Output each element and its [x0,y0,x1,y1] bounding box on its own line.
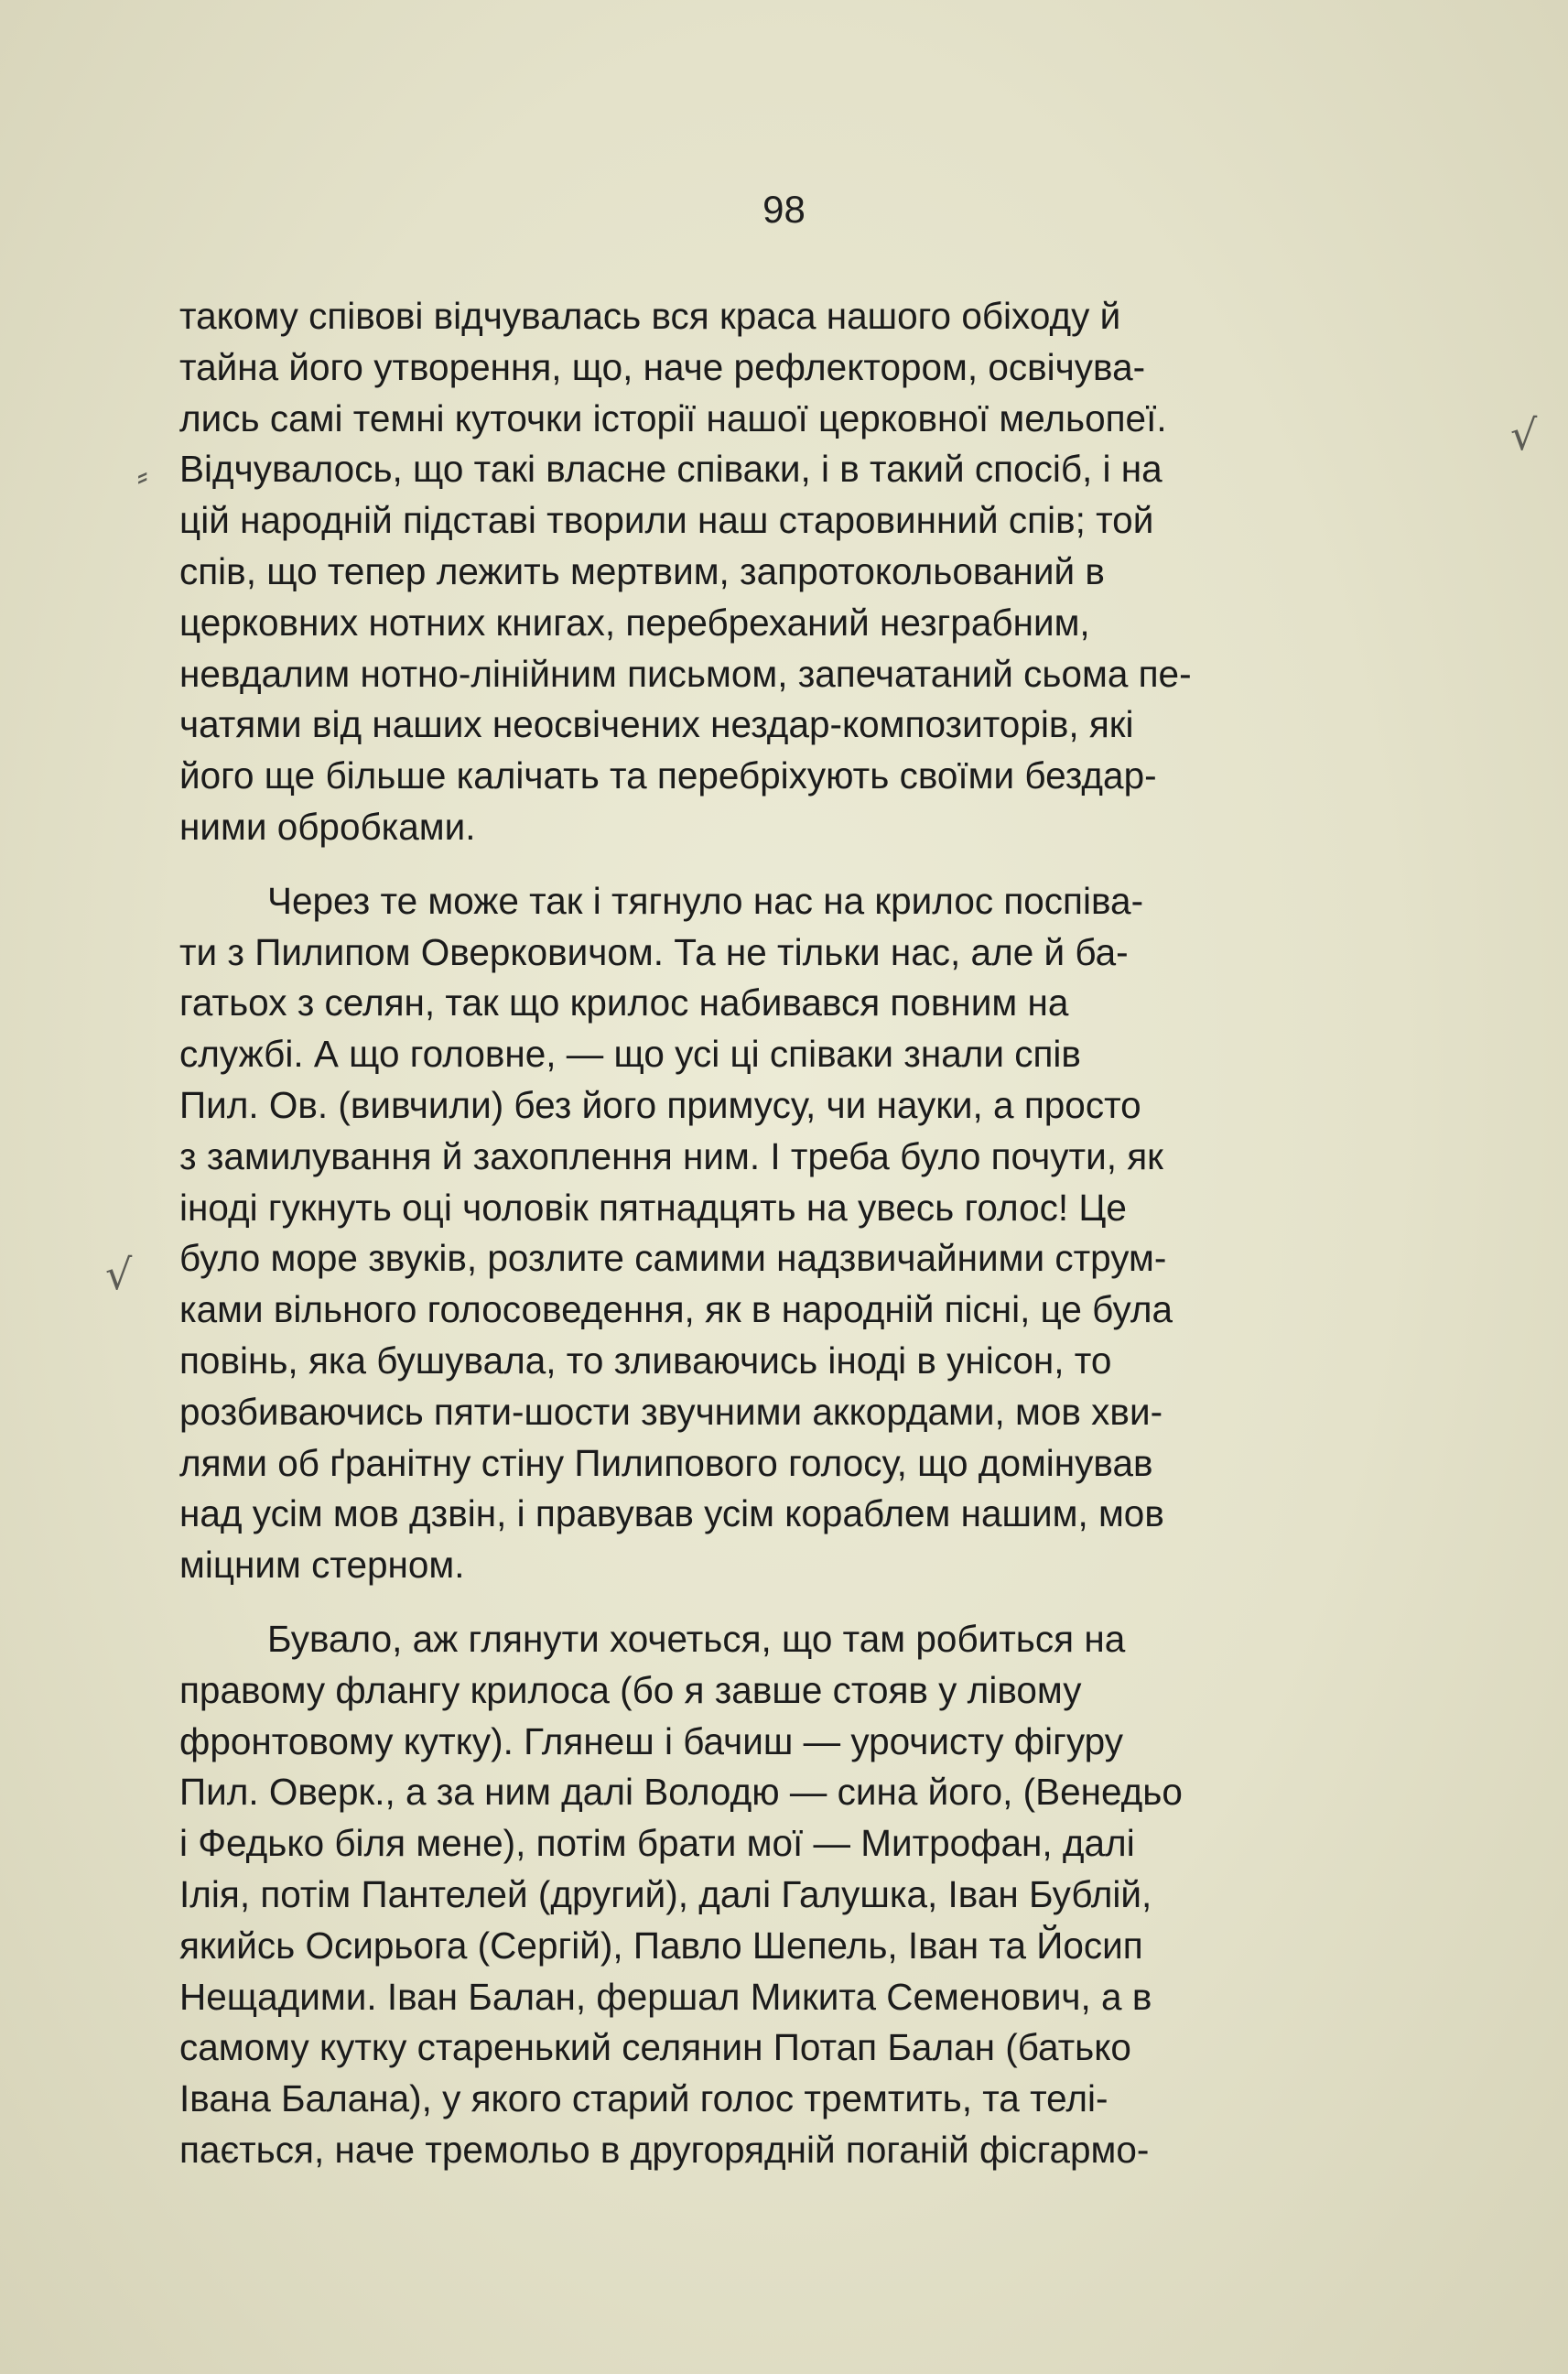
text-line: Пил. Ов. (вивчили) без його примусу, чи науки, а просто [179,1083,1141,1126]
text-line: над усім мов дзвін, і правував усім кораблем нашим, мов [179,1492,1164,1535]
text-line: чатями від наших неосвічених нездар-композиторів, які [179,703,1134,746]
text-line: іноді гукнуть оці чоловік пятнадцять на увесь голос! Це [179,1186,1127,1229]
text-line: було море звуків, розлите самими надзвичайними струм- [179,1237,1167,1280]
text-line: розбиваючись пяти-шости звучними аккордами, мов хви- [179,1390,1163,1433]
body-text [179,291,1511,2176]
text-line: лись самі темні куточки історії нашої церковної мельопеї. [179,396,1167,439]
text-line: Нещадими. Іван Балан, фершал Микита Семенович, а в [179,1975,1152,2018]
text-line: лями об ґранітну стіну Пилипового голосу, що домінував [179,1441,1153,1484]
text-line: цій народній підставі творили наш старовинний спів; той [179,499,1154,542]
text-line: тайна його утворення, що, наче рефлектором, освічува- [179,345,1146,388]
paragraph-1 [179,291,1511,853]
margin-checkmark-icon-2: √ [105,1250,133,1299]
text-line: Бувало, аж глянути хочеться, що там робиться на [267,1617,1126,1660]
text-line: Через те може так і тягнуло нас на крилос поспіва- [267,879,1144,922]
paragraph-3 [179,1614,1511,2176]
text-line: службі. А що головне, — що усі ці співаки знали спів [179,1033,1081,1076]
text-line: повінь, яка бушувала, то зливаючись іноді в унісон, то [179,1339,1112,1382]
text-line: правому флангу крилоса (бо я завше стояв у лівому [179,1668,1082,1711]
text-line: самому кутку старенький селянин Потап Балан (батько [179,2026,1131,2069]
text-line: ками вільного голосоведення, як в народній пісні, це була [179,1288,1173,1331]
text-line: Пил. Оверк., а за ним далі Володю — сина його, (Венедьо [179,1771,1183,1814]
text-line: фронтовому кутку). Глянеш і бачиш — урочисту фігуру [179,1719,1123,1762]
text-line: церковних нотних книгах, перебреханий незграбним, [179,601,1090,644]
margin-checkmark-icon: √ [1510,410,1538,460]
text-line: його ще більше калічать та перебріхують своїми бездар- [179,754,1157,797]
text-line: Івана Балана), у якого старий голос тремтить, та телі- [179,2077,1108,2120]
text-line: такому співові відчувалась вся краса нашого обіходу й [179,295,1121,337]
margin-pencil-mark-icon: ⸗ [137,458,148,494]
text-line: невдалим нотно-лінійним письмом, запечатаний сьома пе- [179,652,1192,695]
text-line: з замилування й захоплення ним. І треба було почути, як [179,1134,1163,1177]
text-line: Відчувалось, що такі власне співаки, і в такий спосіб, і на [179,448,1162,491]
paragraph-2 [179,876,1511,1591]
text-line: і Федько біля мене), потім брати мої — Митрофан, далі [179,1822,1135,1865]
text-line: якийсь Осирьога (Сергій), Павло Шепель, Іван та Йосип [179,1924,1143,1967]
text-line: ти з Пилипом Оверковичом. Та не тільки нас, але й ба- [179,930,1129,973]
text-line: гатьох з селян, так що крилос набивався повним на [179,981,1069,1024]
text-line: міцним стерном. [179,1544,465,1587]
text-line: пається, наче тремольо в другорядній поганій фісгармо- [179,2128,1150,2171]
text-line: ними обробками. [179,805,476,848]
text-line: спів, що тепер лежить мертвим, запротокольований в [179,549,1105,592]
text-line: Ілія, потім Пантелей (другий), далі Галушка, Іван Бублій, [179,1872,1152,1915]
page-number: 98 [762,188,806,231]
